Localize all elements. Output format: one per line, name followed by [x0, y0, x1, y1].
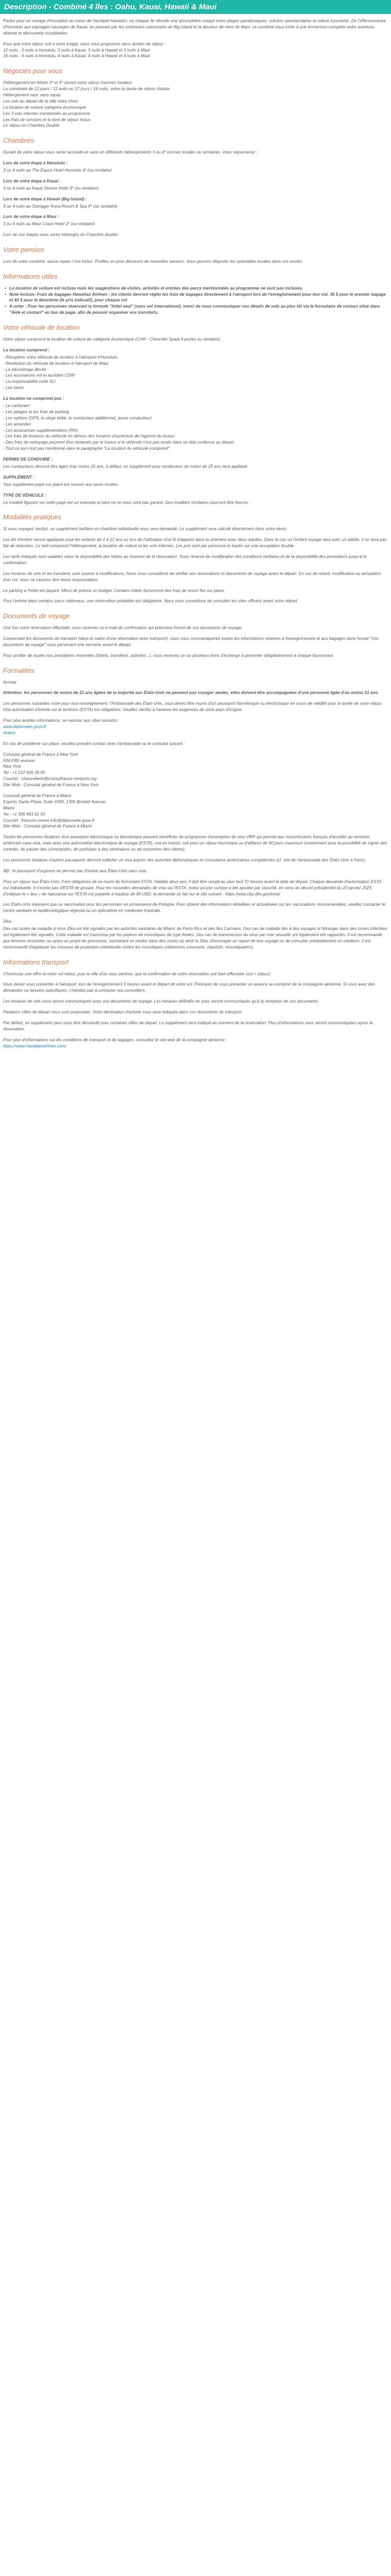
- list-item: - Le kilométrage illimité: [3, 367, 46, 372]
- formalites-paragraph: Des cas isolés de maladie à virus Zika ont été signalés par les autorités sanitaires de Miami, de Porto Rico et des îles Caïmans. Des cas de maladie liés à des voyages à l'étranger dans des zones infectées ont également été signalés. Cette maladie est transmise par les piqûres de moustiques de type Aedes. Des cas de transmission du virus par voie sexuelle ont également été rapportés. Il est recommandé aux femmes enceintes ou ayant un projet de grossesse, souhaitant se rendre dans des zones où sévit le Zika, d'envisager un report de leur voyage ou de consulter préalablement un médecin. Il est recommandé d'appliquer les mesures de protection individuelle contre les moustiques (vêtements couvrants, répulsifs, moustiquaires).: [3, 926, 387, 950]
- chambres-maui: [3, 214, 388, 227]
- formalites-subtitle: Arrivée: [3, 680, 17, 685]
- transport-paragraph: Les horaires de vols vous seront communiqués avec vos documents de voyage. Les horaires définitifs ne vous seront communiqués qu'à la réception de vos documents.: [3, 999, 319, 1004]
- list-item: • Note incluse: Frais de bagages Hawaiian Airlines : les clients devront régler les frais de bagages directement à l'aéroport lors de l'enregistrement pour leur vol. 30 $ pour le premier bagage et 40 $ pour le deuxième (le prix indicatif), pour chaque vol: [3, 292, 388, 304]
- page: [0, 0, 391, 1059]
- transport-paragraph: Pour plus d'informations sur les conditions de transport et de bagages, consultez le site web de la compagnie aérienne :: [3, 1037, 227, 1042]
- list-item: • La location de voiture est incluse mais les suggestions de visites, activités et entrées des parcs mentionnées au programme ne sont pas incluses.: [3, 285, 388, 292]
- list-item: Les vols au départ de la ville votre choix: [3, 98, 78, 104]
- chambres-outro: Lors de vos étapes vous serez hébergés en Chambre double.: [3, 232, 119, 238]
- included-heading: La location comprend :: [3, 347, 50, 352]
- list-item: Les 3 vols internes mentionnés au programme: [3, 111, 90, 116]
- type-heading: TYPE DE VÉHICULE :: [3, 493, 46, 498]
- formalites-paragraph: Les États-Unis imposent que ou vaccination pour les personnes en provenance de Pologne. Pour obtenir des informations détaillées et actualisées sur les vaccinations recommandées, veuillez contacter le centre sanitaire et épidémiologique régional ou un spécialiste en médecine tropicale.: [3, 902, 385, 913]
- list-item: • A noter : Pour les personnes réservant la formule "hôtel seul" (sans vol international), merci de nous communiquer vos détails de vols au plus tôt via le formulaire de contact situé dans "Aide et contact" en bas de page, afin de pouvoir organiser vos transferts.: [3, 303, 388, 316]
- section-title-formalites: Formalités: [3, 666, 35, 674]
- modalites-paragraph: Les lits d'enfant seront appliqués pour les enfants de 2 à 12 ans ou lors de l'utilisation d'un lit d'appoint dans la chambre avec deux adultes. Dans le cas où l'enfant voyage seul avec un adulte, il ne sera pas fait de réduction. Le tarif comprend l'hébergement, la location de voiture et les vols internes. Les prix sont par personne et basés sur une occupation double.: [3, 537, 387, 549]
- formalites-paragraph: Pour un séjour aux États-Unis, il est obligatoire de se munir du formulaire ESTA. Valable deux ans, il doit être rempli au plus tard 72 heures avant la date de départ. Chaque demande d'autorisation ESTA est individuelle. Il n'existe pas d'ESTA de groupe. Pour les nouvelles demandes de visa via l'ESTA, notez qu'une surtaxe a été ajoutée par sécurité, en vertu du décret présidentiel du 20 janvier 2025, d'indiquer le « lieu » de naissance sur l'ESTA est payante à hauteur de 40 USD. la demande se fait sur le site suivant : https://esta.cbp.dhs.gov/esta/: [3, 879, 381, 896]
- excluded-heading: La location ne comprend pas :: [3, 396, 64, 401]
- list-item: - Les taxes: [3, 385, 24, 391]
- hotel-line: 3 ou 4 nuits au The Equus Hotel Honolulu 4* (ou similaire): [3, 167, 112, 173]
- description-content: [0, 14, 391, 1059]
- documents-paragraph: Une fois votre réservation effectuée, vous recevrez un e-mail de confirmation qui précisera l'envoi de vos documents de voyage.: [3, 625, 243, 631]
- island-heading: Lors de votre étape à Honolulu :: [3, 161, 68, 166]
- hotel-line: 3 ou 4 nuits au Kauai Shores Hotel 3* (ou similaire): [3, 185, 99, 191]
- vehicule-type: [3, 493, 388, 506]
- chambres-intro: Durant de votre séjour vous serez accueilli·es sans en différents hébergements 3 ou 4* normes locales ou similaires. Vous séjournerez :: [3, 150, 258, 155]
- intro-paragraph: Partez pour un voyage d'exception au coeur de l'archipel hawaiien, où chaque île dévoile une atmosphère unique entre plages paradisiaques, volcans spectaculaires et nature luxuriante. De l'effervescence d'Honolulu aux paysages sauvages de Kauai, en passant par les contrastes saisissants de Big Island et la douceur de vivre de Maui, ce combiné vous invite à une immersion complète entre aventure, détente et découverte inoubliables.: [3, 19, 386, 36]
- page-title: Description - Combiné 4 îles : Oahu, Kauai, Hawaii & Maui: [0, 0, 391, 14]
- section-title-infos: Informations utiles: [3, 272, 58, 280]
- negocies-list: [3, 80, 388, 129]
- consulat-miami: Consulat général de France à Miami Espirito Santo Plaza, Suite 1050, 1395 Brickell Avenue Miami Tel : +1 305 403 41 50 Courriel : francois.moore.info@diplomatie.gouv.fr Site Web : Consulat général de France à Miami: [3, 793, 106, 829]
- section-title-vehicule: Votre véhicule de location: [3, 324, 80, 332]
- chambres-hawaii: [3, 196, 388, 210]
- ariane-link[interactable]: Ariane: [3, 730, 15, 735]
- airline-link[interactable]: https://www.hawaiianairlines.com/: [3, 1043, 67, 1048]
- island-heading: Lors de votre étape à Maui :: [3, 214, 59, 219]
- section-title-chambres: Chambres: [3, 137, 34, 145]
- list-item: Les frais de services et la taxe de séjour inclus: [3, 117, 91, 122]
- vehicule-supplement: [3, 474, 388, 488]
- permis-heading: PERMIS DE CONDUIRE :: [3, 457, 53, 462]
- list-item: La location de voiture catégorie économique: [3, 105, 86, 110]
- list-item: Hébergement seul, sans repas: [3, 92, 61, 97]
- supplement-heading: SUPPLÉMENT :: [3, 474, 35, 480]
- formalites-paragraph: Attention, les personnes de moins de 21 ans âgées de la majorité aux États-Unis ne peuvent pas voyager seules, elles doivent être accompagnées d'une personne âgée d'au moins 21 ans.: [3, 690, 379, 696]
- list-item: La combinée de 12 jours / 12 nuits ou 17 jours / 16 nuits, selon la durée de séjour choisie: [3, 87, 170, 92]
- section-title-modalites: Modalités pratiques: [3, 513, 61, 521]
- modalites-paragraph: Les tarifs indiqués sont valables selon la disponibilité des hôtels au moment de la réservation. Sous réserve de modification des conditions tarifaires et de la disponibilité des prestations jusqu'à la confirmation.: [3, 554, 367, 565]
- transport-paragraph: Par défaut, un supplément peut vous être demandé pour certaines villes de départ. Le supplément sera indiqué au moment de la réservation. Plus d'informations vous seront communiquées après la réservation.: [3, 1021, 373, 1031]
- supplement-text: Tout supplément payé sur place est soumis aux taxes locales: [3, 482, 118, 487]
- list-item: - Les assurances vol et accident CDW: [3, 373, 75, 378]
- list-item: - Récupérer votre véhicule de location à l'aéroport d'Honolulu: [3, 354, 118, 360]
- transport-paragraph: Vous devez vous présenter à l'aéroport, lors de l'enregistrement 3 heures avant le départ de votre vol. Prévoyez de vous présenter en avance au comptoir de la compagnie aérienne. Si vous avez des demandes ou besoins spécifiques, n'hésitez pas à contacter nos conseillers.: [3, 982, 376, 993]
- list-item: - Des frais de nettoyage pourront être réclamés par le loueur si le véhicule n'est pas rendu dans un état conforme au départ.: [3, 440, 235, 445]
- intro-durations: Pour que votre séjour soit à votre image, nous vous proposons deux durées de séjour : 12 nuits : 3 nuits à Honolulu, 3 nuits à Kauai, 3 nuits à Hawaii et 3 nuits à Maui 16 nuits : 4 nuits à Honolulu, 4 nuits à Kauai, 4 nuits à Hawaii et 4 nuits à Maui: [3, 41, 166, 59]
- diplomatie-link[interactable]: www.diplomatie.gouv.fr: [3, 724, 46, 729]
- section-title-documents: Documents de voyage: [3, 612, 70, 620]
- formalites-paragraph: Pour plus amples informations, se reporter aux sites suivants :: [3, 718, 120, 723]
- vehicule-permis: [3, 456, 388, 470]
- modalites-paragraph: Le parking à l'hôtel est payant. Merci de prévoir un budget. Certains hôtels factureront des frais de resort fee sur place.: [3, 588, 225, 593]
- consulat-new-york: Consulat général de France à New York 934 Fifth avenue New York Tel : +1 212 606 36 00 Courriel : chancellerie@consulfrance-newyork.org Site Web : Consulat général de France à New York: [3, 752, 99, 788]
- section-title-transport: Informations transport: [3, 958, 69, 966]
- island-heading: Lors de votre étape à Hawaii (Big Island) :: [3, 196, 87, 201]
- section-title-pension: Votre pension: [3, 246, 44, 254]
- list-item: - Les frais de livraison du véhicule en dehors des horaires d'ouverture de l'agence du loueur: [3, 434, 175, 439]
- transport-paragraph: Choisissez une offre et votre vol retour, puis la ville d'où vous partirez, que la confirmation de votre réservation soit bien effectuée (vol + séjour).: [3, 971, 272, 976]
- zika-heading: Zika :: [3, 919, 14, 924]
- list-item: - Les options (GPS, le siège bébé, le conducteur additionnel, jeune conducteur): [3, 415, 152, 420]
- section-title-negocies: Négociés pour vous: [3, 67, 62, 75]
- formalites-paragraph: Les personnes suivantes votre pour tout renseignement: l'Ambassade des États-Unis, vous devez être munis d'un passeport biométrique ou électronique en cours de validité pour la durée de votre séjour. Une autorisation d'entrée sur le territoire (ESTA) est obligatoire. Veuillez vérifier à l'avance les exigences de votre pays d'origine.: [3, 701, 383, 713]
- list-item: - Tout ce qui n'est pas mentionné dans le paragraphe "La location du véhicule comprend": [3, 446, 170, 451]
- list-item: - Les péages et les frais de parking: [3, 409, 69, 414]
- vehicule-included: [3, 347, 388, 391]
- infos-list: [3, 285, 388, 316]
- hotel-line: 3 ou 4 nuits au Outrigger Kona Resort & Spa 4* (ou similaire): [3, 204, 118, 209]
- modalites-paragraph: Pour l'entrée dans certains parcs nationaux, une réservation préalable est obligatoire. Nous vous conseillons de consulter les sites officiels avant votre départ.: [3, 599, 299, 604]
- chambres-honolulu: [3, 160, 388, 174]
- documents-paragraph: Pour profiter de toutes nos prestations réservées (hôtels, transferts, activités...), vous recevrez un ou plusieurs bons d'échange à présenter obligatoirement à chaque fournisseur.: [3, 653, 335, 658]
- list-item: l'hébergement en hôtels 3* et 4* durant votre séjour (normes locales): [3, 80, 132, 86]
- list-item: - Les amendes: [3, 421, 31, 427]
- list-item: - Le carburant: [3, 403, 29, 408]
- formalites-paragraph: Les personnes titulaires d'autres passeports devront solliciter un visa auprès des autorités diplomatiques et consulaires américaines compétentes (cf. site de l'ambassade des États-Unis à Paris).: [3, 858, 366, 863]
- modalites-paragraph: Les horaires de vols et les transferts sont soumis à modifications. Nous vous conseillons de vérifier vos réservations et documents de voyage avant le départ. En cas de retard, modification ou annulation d'un vol, nous ne saurons être tenus responsables.: [3, 571, 381, 582]
- vehicule-intro: Votre séjour comprend la location de voiture de catégorie économique (CAR - Chevrolet Spark 4 portes ou similaire).: [3, 336, 221, 342]
- list-item: - Les assurances supplémentaires (PAI): [3, 428, 78, 433]
- modalites-paragraph: Si vous voyagez seul(e), un supplément tarifaire en chambre individuelle vous sera demandé. Le supplément sera calculé directement dans votre devis.: [3, 527, 287, 532]
- list-item: Le séjour en Chambre Double: [3, 123, 60, 128]
- formalites-paragraph: En cas de problème sur place, veuillez prendre contact avec l'ambassade ou le consulat suivant :: [3, 741, 185, 746]
- permis-text: Les conducteurs devront être âgés d'au moins 25 ans, à défaut, un supplément pour conducteur de moins de 25 ans sera appliqué.: [3, 464, 249, 469]
- list-item: - La responsabilité civile SLI: [3, 379, 56, 384]
- chambres-kauai: [3, 178, 388, 192]
- list-item: - Restitution du véhicule de location à l'aéroport de Maui: [3, 361, 108, 366]
- type-text: Le modèle figurant sur cette page est un exemple et peut ne se vous sera pas garanti. Des modèles similaires pourront être fournis.: [3, 500, 249, 505]
- transport-paragraph: Plusieurs villes de départ vous sont proposées. Votre destination d'arrivée vous sera indiquée dans vos documents de transport.: [3, 1010, 243, 1015]
- vehicule-excluded: [3, 396, 388, 452]
- formalites-paragraph: Toutes les personnes titulaires d'un passeport électronique ou biométrique peuvent bénéficier du programme d'exemption de visa VWP qui permet aux ressortissants français d'accéder au territoire américain sans visa, mais avec une autorisation électronique de voyage (ESTA), soit en transit, soit pour un séjour touristique ou d'affaires de 90 jours maximum (notamment pour la possibilité de signer des contrats, de passer des commandes, de participer à des séminaires ou de rencontrer des clients).: [3, 835, 387, 852]
- pension-text: Lors de votre combiné, aucun repas n'est inclus. Profitez en pour découvrir de nouvelles saveurs. Vous pourrez déguster les spécialités locales dans vos envies: [3, 259, 302, 264]
- hotel-line: 3 ou 4 nuits au Maui Coast Hotel 3* (ou similaire): [3, 222, 95, 227]
- documents-paragraph: Concernant les documents de transport (dans le cadre d'une réservation avec transport), vous vous communiquerez toutes les informations relatives à l'enregistrement et aux bagages dans l'email "Vos documents de voyage" vous parvenant une semaine avant le départ.: [3, 636, 379, 647]
- island-heading: Lors de votre étape à Kauai :: [3, 178, 61, 183]
- formalites-paragraph: NB : le passeport d'urgence ne permet pas d'entrer aux États-Unis sans visa.: [3, 868, 148, 873]
